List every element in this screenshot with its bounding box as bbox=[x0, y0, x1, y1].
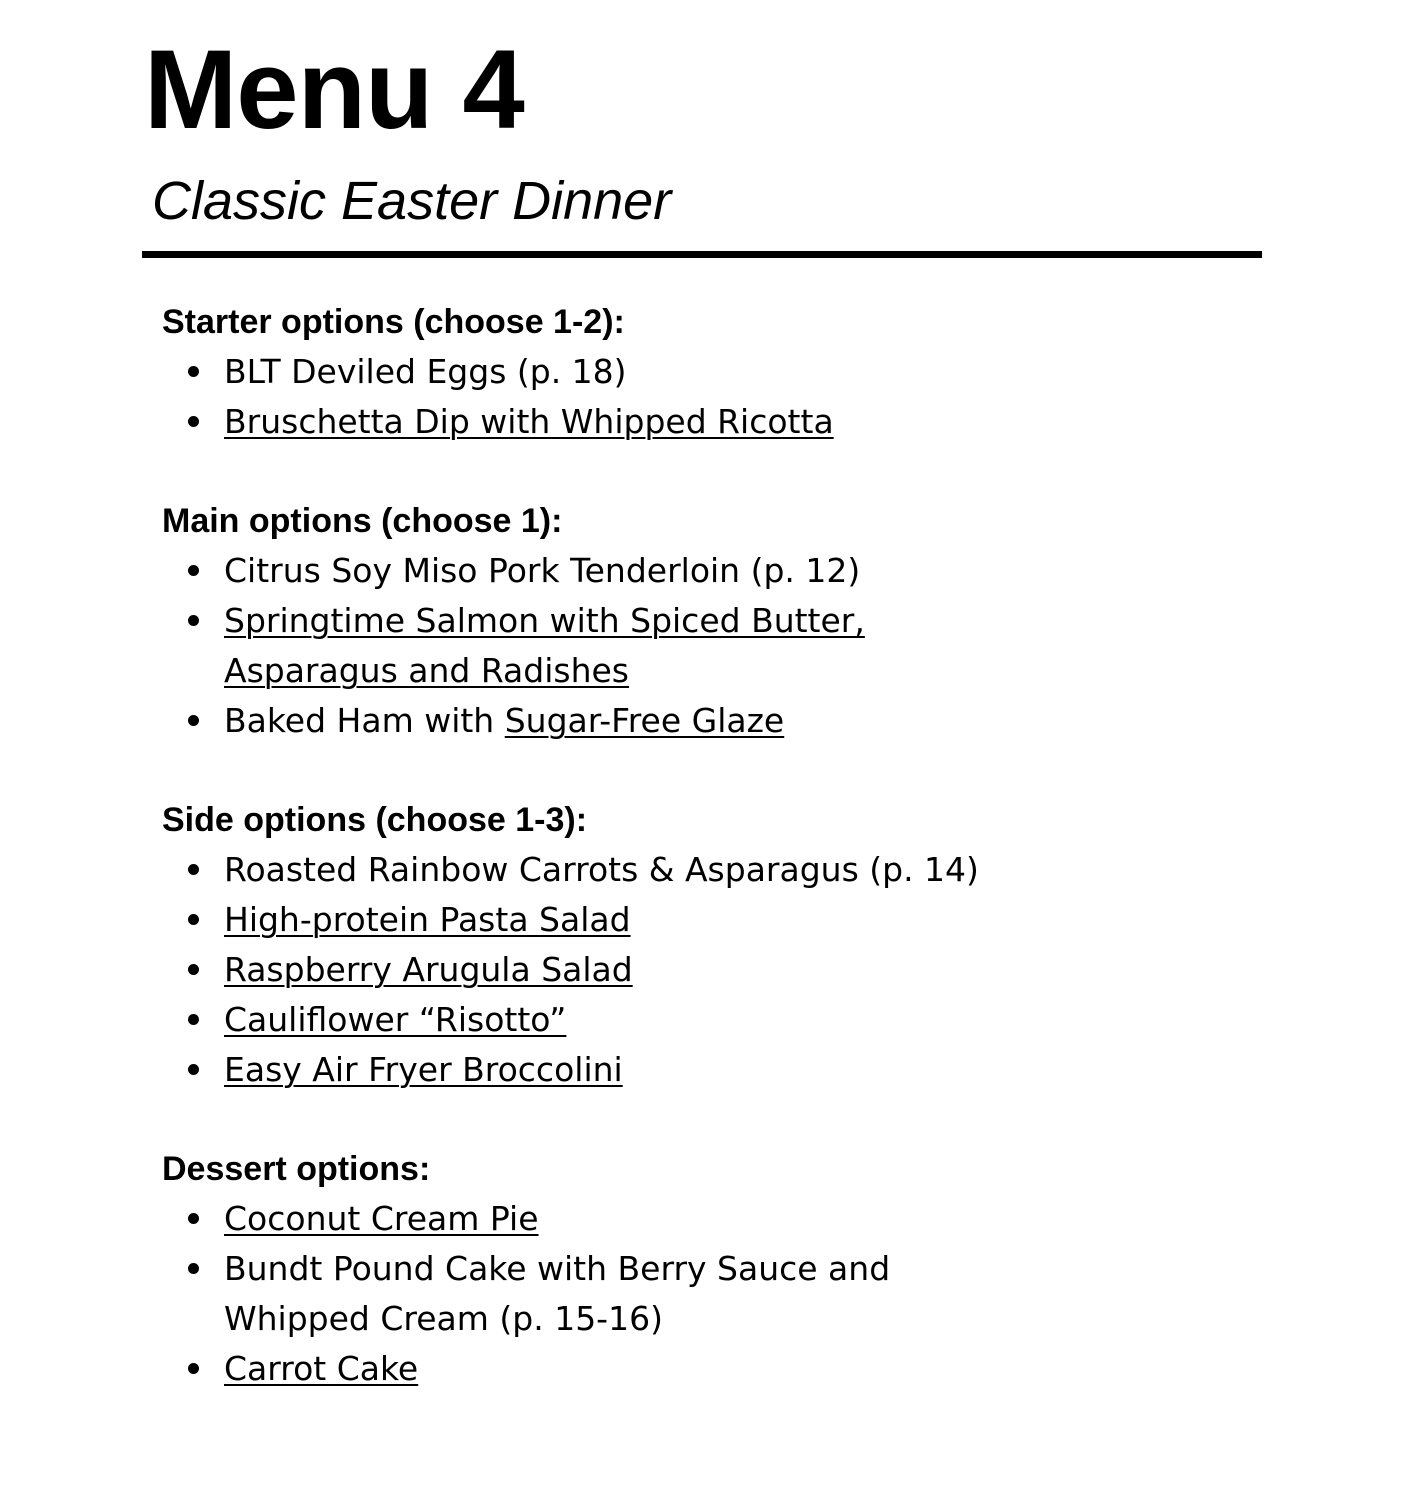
section-dessert-options bbox=[162, 1144, 1162, 1394]
recipe-link[interactable]: Springtime Salmon with Spiced Butter, Asparagus and Radishes bbox=[224, 601, 865, 690]
page-title: Menu 4 bbox=[144, 27, 524, 152]
list-item bbox=[162, 1244, 1044, 1344]
section-heading: Main options (choose 1): bbox=[162, 502, 563, 540]
list-item bbox=[162, 397, 1124, 447]
list-item bbox=[162, 596, 1024, 696]
item-text: Bundt Pound Cake with Berry Sauce and Whipped Cream (p. 15-16) bbox=[224, 1249, 891, 1338]
list-item bbox=[162, 845, 1124, 895]
bullet-icon bbox=[188, 1263, 199, 1274]
recipe-link[interactable]: Raspberry Arugula Salad bbox=[224, 950, 633, 989]
bullet-icon bbox=[188, 964, 199, 975]
recipe-link[interactable]: Carrot Cake bbox=[224, 1349, 419, 1388]
list-item bbox=[162, 696, 1124, 746]
page-subtitle: Classic Easter Dinner bbox=[152, 171, 672, 231]
bullet-icon bbox=[188, 366, 199, 377]
item-list bbox=[162, 845, 1162, 1095]
item-text: Baked Ham with bbox=[224, 701, 505, 740]
recipe-link[interactable]: High-protein Pasta Salad bbox=[224, 900, 631, 939]
bullet-icon bbox=[188, 864, 199, 875]
item-text: BLT Deviled Eggs (p. 18) bbox=[224, 352, 627, 391]
item-list bbox=[162, 1194, 1162, 1394]
list-item bbox=[162, 1045, 1124, 1095]
bullet-icon bbox=[188, 416, 199, 427]
recipe-link[interactable]: Bruschetta Dip with Whipped Ricotta bbox=[224, 402, 834, 441]
bullet-icon bbox=[188, 1363, 199, 1374]
recipe-link[interactable]: Cauliflower “Risotto” bbox=[224, 1000, 567, 1039]
list-item bbox=[162, 347, 1124, 397]
bullet-icon bbox=[188, 715, 199, 726]
bullet-icon bbox=[188, 1064, 199, 1075]
list-item bbox=[162, 546, 1124, 596]
item-text: Citrus Soy Miso Pork Tenderloin (p. 12) bbox=[224, 551, 861, 590]
item-list bbox=[162, 546, 1162, 746]
bullet-icon bbox=[188, 1014, 199, 1025]
item-list bbox=[162, 347, 1162, 447]
section-heading: Side options (choose 1-3): bbox=[162, 801, 588, 839]
bullet-icon bbox=[188, 1213, 199, 1224]
item-text: Roasted Rainbow Carrots & Asparagus (p. 14) bbox=[224, 850, 979, 889]
bullet-icon bbox=[188, 914, 199, 925]
list-item bbox=[162, 945, 1124, 995]
title-divider bbox=[142, 251, 1262, 258]
section-heading: Dessert options: bbox=[162, 1150, 431, 1188]
section-heading: Starter options (choose 1-2): bbox=[162, 303, 625, 341]
list-item bbox=[162, 995, 1124, 1045]
section-main-options bbox=[162, 496, 1162, 746]
recipe-link[interactable]: Coconut Cream Pie bbox=[224, 1199, 539, 1238]
section-starter-options bbox=[162, 297, 1162, 447]
list-item bbox=[162, 1194, 1124, 1244]
list-item bbox=[162, 895, 1124, 945]
list-item bbox=[162, 1344, 1124, 1394]
recipe-link[interactable]: Sugar-Free Glaze bbox=[504, 701, 785, 740]
section-side-options bbox=[162, 795, 1162, 1095]
bullet-icon bbox=[188, 565, 199, 576]
bullet-icon bbox=[188, 615, 199, 626]
menu-body bbox=[162, 297, 1162, 1443]
recipe-link[interactable]: Easy Air Fryer Broccolini bbox=[224, 1050, 623, 1089]
